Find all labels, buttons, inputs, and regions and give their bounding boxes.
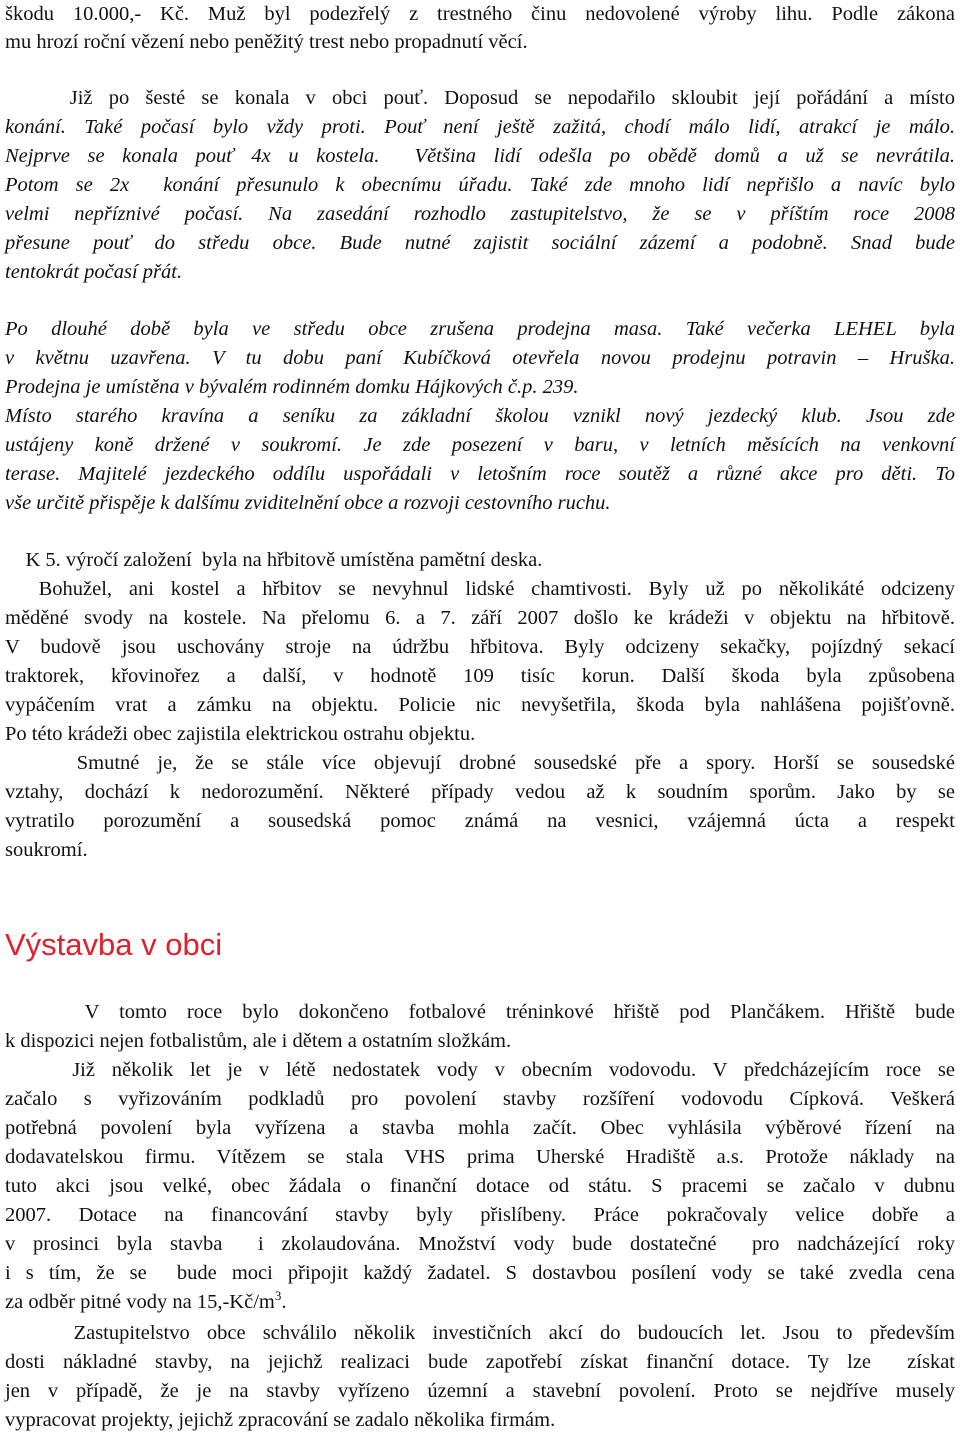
text-line: Zastupitelstvo obce schválilo několik investičních akcí do budoucích let. Jsou to především bbox=[5, 1322, 955, 1344]
text-line: vytratilo porozumění a sousedská pomoc známá na vesnici, vzájemná úcta a respekt bbox=[5, 810, 955, 832]
text-line: vypáčením vrat a zámku na objektu. Policie nic nevyšetřila, škoda byla nahlášena pojišťovně. bbox=[5, 694, 955, 716]
text-line: Po dlouhé době byla ve středu obce zrušena prodejna masa. Také večerka LEHEL byla bbox=[5, 318, 955, 340]
text-line: za odběr pitné vody na 15,-Kč/m bbox=[5, 1291, 275, 1313]
text-line: K 5. výročí založení byla na hřbitově umístěna pamětní deska. bbox=[5, 549, 543, 571]
text-line: V tomto roce bylo dokončeno fotbalové tréninkové hřiště pod Plančákem. Hřiště bude bbox=[5, 1001, 955, 1023]
text-line: soukromí. bbox=[5, 839, 88, 861]
text-line: vše určitě přispěje k dalšímu zviditelnění obce a rozvoji cestovního ruchu. bbox=[5, 492, 611, 514]
text-line: velmi nepříznivé počasí. Na zasedání rozhodlo zastupitelstvo, že se v příštím roce 2008 bbox=[5, 203, 955, 225]
text-line: začalo s vyřizováním podkladů pro povolení stavby rozšíření vodovodu Cípková. Veškerá bbox=[5, 1088, 955, 1110]
text-line: k dispozici nejen fotbalistům, ale i dětem a ostatním složkám. bbox=[5, 1030, 512, 1052]
text-line: tuto akci jsou velké, obec žádala o finanční dotace od státu. S pracemi se začalo v dubnu bbox=[5, 1175, 955, 1197]
text-line: jen v případě, že je na stavby vyřízeno územní a stavební povolení. Proto se nejdříve musely bbox=[5, 1380, 955, 1402]
text-line: vztahy, dochází k nedorozumění. Některé případy vedou až k soudním sporům. Jako by se bbox=[5, 781, 955, 803]
text-line: v květnu uzavřena. V tu dobu paní Kubíčková otevřela novou prodejnu potravin – Hruška. bbox=[5, 347, 955, 369]
text-line: Místo starého kravína a seníku za základní školou vznikl nový jezdecký klub. Jsou zde bbox=[5, 405, 955, 427]
text-line: v prosinci byla stavba i zkolaudována. Množství vody bude dostatečné pro nadcházející roky bbox=[5, 1233, 955, 1255]
text-line: přesune pouť do středu obce. Bude nutné zajistit sociální zázemí a podobně. Snad bude bbox=[5, 232, 955, 254]
text-line: Prodejna je umístěna v bývalém rodinném domku Hájkových č.p. 239. bbox=[5, 376, 579, 398]
text-line-with-superscript bbox=[5, 1288, 955, 1316]
text-line: dosti nákladné stavby, na jejichž realizaci bude zapotřebí získat finanční dotace. Ty lze získat bbox=[5, 1351, 955, 1373]
text-line: tentokrát počasí přát. bbox=[5, 261, 183, 283]
text-line: i s tím, že se bude moci připojit každý žadatel. S dostavbou posílení vody se také zvedla cena bbox=[5, 1262, 955, 1284]
text-line: mu hrozí roční vězení nebo peněžitý trest nebo propadnutí věcí. bbox=[5, 31, 528, 53]
text-line: traktorek, křovinořez a další, v hodnotě 109 tisíc korun. Další škoda byla způsobena bbox=[5, 665, 955, 687]
text-line: Po této krádeži obec zajistila elektrickou ostrahu objektu. bbox=[5, 723, 476, 745]
superscript: 3 bbox=[274, 1288, 282, 1304]
text-line: 2007. Dotace na financování stavby byly přislíbeny. Práce pokračovaly velice dobře a bbox=[5, 1204, 955, 1226]
text-line: Nejprve se konala pouť 4x u kostela. Většina lidí odešla po obědě domů a už se nevrátila. bbox=[5, 145, 955, 167]
text-line: dodavatelskou firmu. Vítězem se stala VHS prima Uherské Hradiště a.s. Protože náklady na bbox=[5, 1146, 955, 1168]
text-line: vypracovat projekty, jejichž zpracování se zadalo několika firmám. bbox=[5, 1409, 556, 1431]
text-line: škodu 10.000,- Kč. Muž byl podezřelý z trestného činu nedovolené výroby lihu. Podle zákona bbox=[5, 3, 955, 25]
text-line: Potom se 2x konání přesunulo k obecnímu úřadu. Také zde mnoho lidí nepřišlo a navíc bylo bbox=[5, 174, 955, 196]
text-line: Smutné je, že se stále více objevují drobné sousedské pře a spory. Horší se sousedské bbox=[5, 752, 955, 774]
text-line: potřebná povolení byla vyřízena a stavba mohla začít. Obec vyhlásila výběrové řízení na bbox=[5, 1117, 955, 1139]
text-line: měděné svody na kostele. Na přelomu 6. a 7. září 2007 došlo ke krádeži v objektu na hřbitově. bbox=[5, 607, 955, 629]
line-end: . bbox=[281, 1291, 287, 1313]
text-line: V budově jsou uschovány stroje na údržbu hřbitova. Byly odcizeny sekačky, pojízdný sekací bbox=[5, 636, 955, 658]
text-line: Již po šesté se konala v obci pouť. Doposud se nepodařilo skloubit její pořádání a místo bbox=[5, 87, 955, 109]
text-line: Bohužel, ani kostel a hřbitov se nevyhnul lidské chamtivosti. Byly už po několikáté odcizeny bbox=[5, 578, 955, 600]
text-line: terase. Majitelé jezdeckého oddílu uspořádali v letošním roce soutěž a různé akce pro děti. To bbox=[5, 463, 955, 485]
text-line: konání. Také počasí bylo vždy proti. Pouť není ještě zažitá, chodí málo lidí, atrakcí je málo. bbox=[5, 116, 955, 138]
text-line: ustájeny koně držené v soukromí. Je zde posezení v baru, v letních měsících na venkovní bbox=[5, 434, 955, 456]
text-line: Již několik let je v létě nedostatek vody v obecním vodovodu. V předcházejícím roce se bbox=[5, 1059, 955, 1081]
section-heading: Výstavba v obci bbox=[5, 927, 223, 962]
